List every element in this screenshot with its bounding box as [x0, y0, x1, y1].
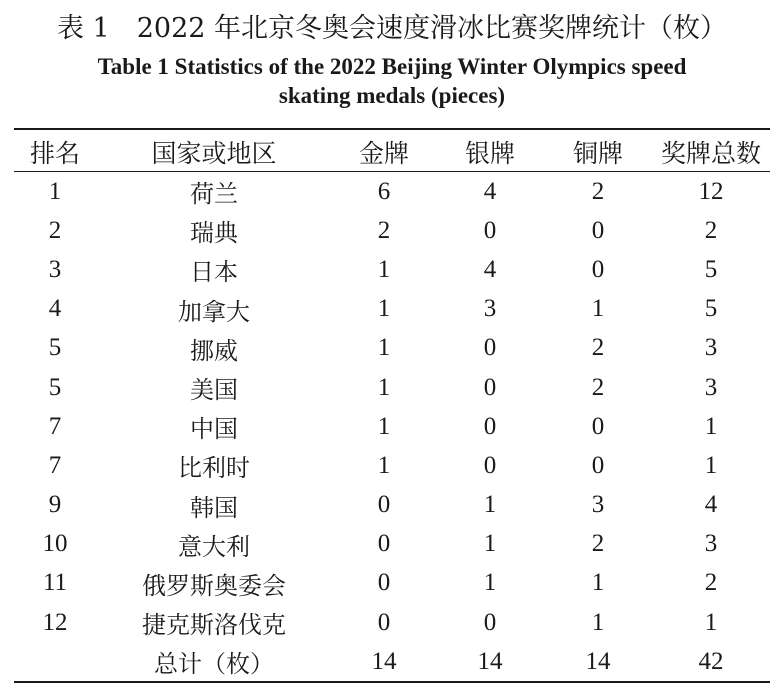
cell-country: 捷克斯洛伐克: [142, 611, 286, 640]
cell-gold: 1: [377, 373, 391, 401]
header-bronze: 铜牌: [572, 138, 623, 168]
cell-total: 1: [704, 608, 718, 636]
table-caption-english-line2: skating medals (pieces): [278, 83, 506, 108]
table-row: [14, 368, 770, 407]
header-silver: 银牌: [464, 138, 515, 168]
table-row: [14, 446, 770, 485]
cell-total: 1: [704, 451, 718, 479]
cell-total: 3: [704, 373, 718, 401]
cell-gold: 0: [377, 491, 391, 519]
table-row: [14, 564, 770, 603]
cell-bronze: 1: [591, 608, 605, 636]
cell-country: 瑞典: [190, 219, 238, 248]
cell-rank: [14, 642, 96, 681]
table-row: [14, 250, 770, 289]
table-top-rule: [14, 128, 770, 130]
cell-country: 挪威: [190, 336, 238, 365]
cell-bronze: 0: [591, 451, 605, 479]
cell-total: 5: [704, 295, 718, 323]
cell-silver: 0: [483, 373, 497, 401]
cell-bronze: 0: [591, 255, 605, 283]
cell-country: 比利时: [178, 454, 250, 483]
cell-rank: 7: [48, 412, 62, 440]
table-row: [14, 525, 770, 564]
cell-gold: 1: [377, 255, 391, 283]
totals-gold: 14: [371, 647, 397, 675]
cell-silver: 1: [483, 491, 497, 519]
cell-bronze: 2: [591, 334, 605, 362]
cell-silver: 0: [483, 216, 497, 244]
cell-silver: 4: [483, 177, 497, 205]
table-totals-row: [14, 642, 770, 681]
totals-label: 总计（枚）: [154, 650, 274, 679]
cell-bronze: 1: [591, 569, 605, 597]
cell-gold: 1: [377, 412, 391, 440]
totals-total: 42: [698, 647, 724, 675]
table-row: [14, 211, 770, 250]
table-row: [14, 329, 770, 368]
cell-rank: 7: [48, 451, 62, 479]
cell-bronze: 3: [591, 491, 605, 519]
cell-rank: 9: [48, 491, 62, 519]
cell-bronze: 0: [591, 216, 605, 244]
cell-total: 3: [704, 334, 718, 362]
cell-silver: 1: [483, 530, 497, 558]
cell-gold: 1: [377, 295, 391, 323]
header-total: 奖牌总数: [660, 138, 761, 168]
cell-total: 4: [704, 491, 718, 519]
cell-silver: 0: [483, 334, 497, 362]
cell-bronze: 0: [591, 412, 605, 440]
cell-total: 3: [704, 530, 718, 558]
cell-rank: 1: [48, 177, 62, 205]
cell-bronze: 1: [591, 295, 605, 323]
cell-bronze: 2: [591, 177, 605, 205]
cell-silver: 3: [483, 295, 497, 323]
cell-country: 美国: [190, 376, 238, 405]
cell-bronze: 2: [591, 373, 605, 401]
table-row: [14, 603, 770, 642]
cell-country: 中国: [190, 415, 238, 444]
cell-rank: 10: [42, 530, 68, 558]
cell-total: 5: [704, 255, 718, 283]
header-country: 国家或地区: [151, 138, 277, 168]
cell-gold: 1: [377, 334, 391, 362]
cell-total: 12: [698, 177, 724, 205]
cell-gold: 1: [377, 451, 391, 479]
cell-rank: 3: [48, 255, 62, 283]
cell-country: 韩国: [190, 493, 238, 522]
cell-rank: 2: [48, 216, 62, 244]
table-row: [14, 172, 770, 211]
cell-silver: 0: [483, 412, 497, 440]
cell-silver: 1: [483, 569, 497, 597]
cell-rank: 5: [48, 334, 62, 362]
cell-total: 1: [704, 412, 718, 440]
header-gold: 金牌: [358, 138, 409, 168]
cell-rank: 11: [42, 569, 68, 597]
header-rank: 排名: [29, 138, 80, 168]
cell-silver: 4: [483, 255, 497, 283]
totals-bronze: 14: [585, 647, 611, 675]
cell-total: 2: [704, 216, 718, 244]
cell-gold: 2: [377, 216, 391, 244]
cell-country: 日本: [190, 258, 238, 287]
table-row: [14, 290, 770, 329]
cell-country: 加拿大: [178, 297, 250, 326]
cell-silver: 0: [483, 608, 497, 636]
table-header-row: [14, 131, 770, 172]
table-caption-english: [0, 52, 784, 110]
medal-table: [14, 131, 770, 681]
table-caption-chinese: 表 1 2022 年北京冬奥会速度滑冰比赛奖牌统计（枚）: [56, 13, 728, 44]
cell-gold: 0: [377, 608, 391, 636]
cell-country: 俄罗斯奥委会: [142, 571, 286, 600]
cell-country: 意大利: [178, 532, 250, 561]
cell-silver: 0: [483, 451, 497, 479]
table-row: [14, 486, 770, 525]
cell-bronze: 2: [591, 530, 605, 558]
cell-gold: 0: [377, 530, 391, 558]
totals-silver: 14: [477, 647, 503, 675]
table-row: [14, 407, 770, 446]
cell-gold: 6: [377, 177, 391, 205]
cell-rank: 4: [48, 295, 62, 323]
table-caption-english-line1: Table 1 Statistics of the 2022 Beijing Winter Olympics speed: [97, 54, 687, 79]
cell-total: 2: [704, 569, 718, 597]
cell-country: 荷兰: [190, 180, 238, 209]
cell-rank: 12: [42, 608, 68, 636]
cell-rank: 5: [48, 373, 62, 401]
cell-gold: 0: [377, 569, 391, 597]
